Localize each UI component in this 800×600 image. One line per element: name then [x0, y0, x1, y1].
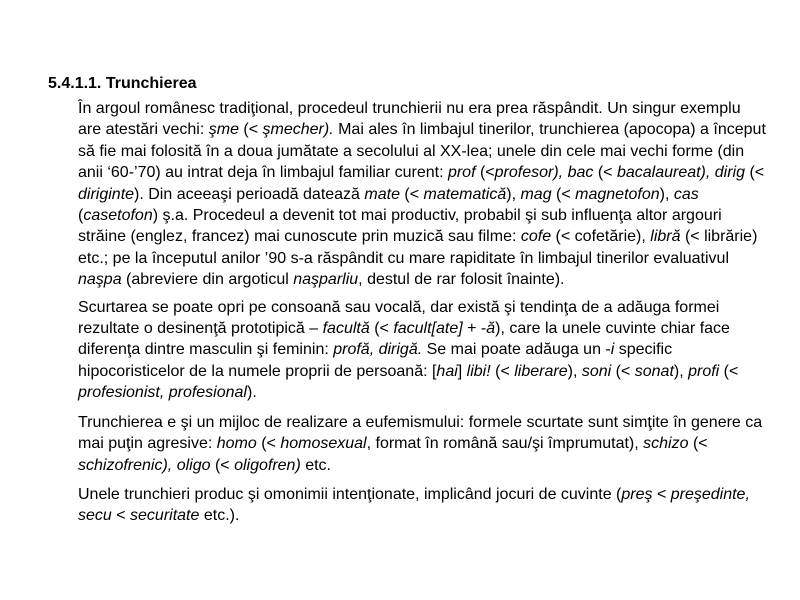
paragraph-2: Scurtarea se poate opri pe consoană sau vocală, dar există şi tendinţa de a adăuga formei rezultate o desinenţă prototipică – facultă (< facult[ate] + -ă), care la unele cuvinte chiar face diferenţa dintre masculin şi feminin: profă, dirigă. Se mai poate adăuga un -i specific hipocoristicelor de la numele proprii de persoană: [hai] libi! (< liberare), soni (< sonat), profi (< profesionist, profesional). — [78, 298, 739, 402]
paragraph-1: În argoul românesc tradiţional, procedeul trunchierii nu era prea răspândit. Un singur exemplu are atestări vechi: şme (< şmecher). Mai ales în limbajul tinerilor, trunchierea (apocopa) a început să fie mai folosită în a doua jumătate a secolului al XX-lea; unele din cele mai vechi forme (din anii ‘60-’70) au intrat deja în limbajul familiar curent: prof (<profesor), bac (< bacalaureat), dirig (< diriginte). Din aceeaşi perioadă datează mate (< matematică), mag (< magnetofon), cas (casetofon) ş.a. Procedeul a devenit tot mai productiv, probabil şi sub influenţa altor argouri străine (englez, francez) mai cunoscute prin muzică sau filme: cofe (< cofetărie), libră (< librărie) etc.; pe la începutul anilor ’90 s-a răspândit cu mare rapiditate în limbajul tinerilor evaluativul naşpa (abreviere din argoticul naşparliu, destul de rar folosit înainte). — [78, 100, 766, 289]
paragraph-4: Unele trunchieri produc şi omonimii intenţionate, implicând jocuri de cuvinte (preş < preşedinte, secu < securitate etc.). — [78, 485, 750, 525]
section-heading: 5.4.1.1. Trunchierea — [48, 75, 197, 92]
body-text — [78, 98, 768, 535]
paragraph-3: Trunchierea e şi un mijloc de realizare a eufemismului: formele scurtate sunt simţite în genere ca mai puţin agresive: homo (< homosexual, format în română sau/şi împrumutat), schizo (< schizofrenic), oligo (< oligofren) etc. — [78, 413, 763, 474]
